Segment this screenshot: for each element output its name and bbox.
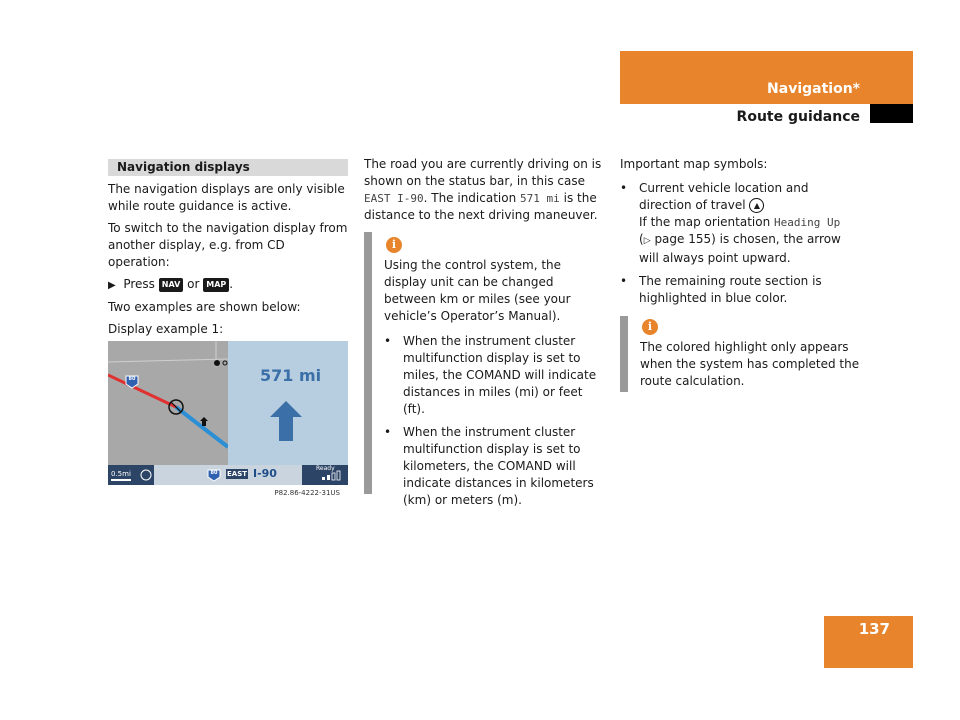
- vehicle-arrow-icon: ▲: [749, 198, 764, 213]
- step-text: Press: [123, 277, 155, 291]
- bullet-icon: •: [620, 274, 628, 288]
- list-item-text: page 155) is chosen, the arrow will always point upward.: [639, 232, 841, 265]
- list-item: [620, 273, 860, 307]
- column-2-paragraph: [364, 156, 604, 224]
- code-distance: 571 mi: [520, 192, 560, 205]
- code-heading-up: Heading Up: [774, 216, 841, 229]
- distance-readout: 571 mi: [260, 366, 322, 385]
- info-box-highlight: The colored highlight only appears when the system has completed the route calculation.: [640, 340, 860, 388]
- direction-label: EAST: [227, 470, 248, 478]
- highway-shield-status: 80: [210, 470, 218, 476]
- info-list: [384, 333, 606, 509]
- step-end: .: [229, 277, 234, 291]
- list-item-text: When the instrument cluster multifunction display is set to miles, the COMAND will indicate distances in miles (mi) or feet (ft).: [403, 334, 597, 416]
- road-name: I-90: [253, 467, 277, 480]
- info-text: Using the control system, the display unit can be changed between km or miles (see your vehicle’s Operator’s Manual).: [384, 258, 571, 323]
- figure-id: P82.86-4222-31US: [274, 489, 340, 497]
- bullet-icon: •: [384, 425, 392, 439]
- text: The road you are currently driving on is shown on the status bar, in this case: [364, 157, 602, 188]
- page-number: 137: [858, 620, 890, 638]
- page-ref-arrow-icon: ▷: [643, 236, 651, 246]
- map-graphic: [108, 341, 348, 485]
- header-tab: [870, 104, 913, 123]
- map-scale: 0.5mi: [111, 470, 131, 478]
- code-status-road: EAST I-90: [364, 192, 424, 205]
- list-item-text: The remaining route section is highlighted in blue color.: [639, 274, 822, 305]
- list-item: [384, 424, 606, 509]
- text: (: [639, 232, 644, 246]
- paragraph: The navigation displays are only visible while route guidance is active.: [108, 182, 345, 213]
- list-item: [384, 333, 606, 418]
- instruction-step: [108, 276, 348, 294]
- list-item-text: When the instrument cluster multifunction display is set to kilometers, the COMAND will indicate distances in kilometers (km) or meters (m).: [403, 425, 594, 507]
- nav-key: NAV: [159, 278, 184, 292]
- info-box-units: [384, 257, 606, 515]
- list-item: [620, 180, 860, 267]
- column-1: [108, 181, 348, 338]
- paragraph: Display example 1:: [108, 322, 224, 336]
- info-icon: i: [642, 319, 658, 335]
- column-3: [620, 156, 860, 313]
- map-key: MAP: [203, 278, 229, 292]
- list-item-text: If the map orientation: [639, 215, 771, 229]
- section-heading-bar: [108, 159, 348, 176]
- paragraph: Important map symbols:: [620, 157, 768, 171]
- status-ready: Ready: [316, 465, 335, 472]
- step-or: or: [187, 277, 200, 291]
- text: is the distance to the next driving maneuver.: [364, 191, 598, 222]
- bullet-icon: •: [384, 334, 392, 348]
- text: . The indication: [423, 191, 517, 205]
- navigation-map-display: [108, 341, 348, 485]
- map-symbols-list: [620, 180, 860, 307]
- paragraph: To switch to the navigation display from another display, e.g. from CD operation:: [108, 221, 348, 269]
- highway-shield-map: 80: [128, 376, 136, 382]
- paragraph: Two examples are shown below:: [108, 300, 301, 314]
- bullet-icon: •: [620, 181, 628, 195]
- section-heading: Navigation displays: [117, 160, 250, 174]
- list-item-text: Current vehicle location and direction of travel: [639, 181, 809, 212]
- info-bar: [364, 232, 372, 494]
- info-icon: i: [386, 237, 402, 253]
- section-title: Navigation*: [767, 81, 860, 97]
- subsection-title: Route guidance: [736, 109, 860, 125]
- step-arrow-icon: ▶: [108, 280, 116, 291]
- info-bar: [620, 316, 628, 392]
